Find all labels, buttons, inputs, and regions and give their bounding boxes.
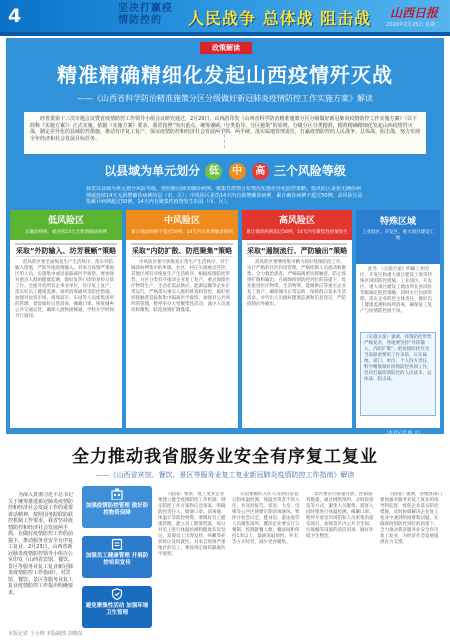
low-risk-header	[10, 210, 122, 240]
headline-top: 精准精确精细化发起山西疫情歼灭战	[57, 63, 393, 87]
high-risk-column	[242, 210, 352, 428]
special-zone-body: 此外，《实施方案》明确工业园区、开发区和重大项目建设工地等特殊区域的防控措施，工业园区、开发区、重大项目建设工地由所在县风险等级确定防控策略，同时实行封闭管理，落实企业防控主体责任，做好员工健康监测和场所消毒，确保复工复产与疫情防控两不误。	[360, 267, 432, 314]
article-column-1: 《指南》要求，复工复业企业要建立健全疫情防控工作机制，制定防控工作方案和应急预案，明确防控责任人，储备口罩、消毒液、体温计等防控物资。要做好员工健康管理，建立员工健康档案，每日对员工进行体温检测和健康状况登记，发现员工出现发热、咳嗽等症状时应及时就医。对来自疫情严重地区的员工，要按规定做好隔离医学观察。	[158, 492, 226, 557]
upper-article-panel	[6, 38, 444, 434]
slogan-right: 人民战争 总体战 阻击战	[188, 9, 372, 28]
article-column-2: 宾馆要做好入住人员的信息登记和体温检测，体温异常者不得入住，并及时报告。客房、大堂、电梯等公共区域要定期消毒通风。暂停开放会议室、健身房、游泳池等人员聚集场所。餐饮企业要实行分餐制，控制就餐人数，餐桌间距保持1米以上，鼓励采取预约、外卖等方式经营，减少堂食聚集。	[232, 492, 300, 545]
masthead	[0, 0, 450, 36]
mid-risk-criteria: 累计确诊病例不超过50例，14天内有新增确诊病例	[131, 230, 233, 235]
mid-risk-body: 中风险区要尽快恢复正常生产生活秩序。对于确诊病例集中的乡镇、社区、村庄实施重点管控，其他区域有序恢复生产生活秩序。根据疫情防控形势，分区分类有序推动企业复工复产，重点保障医疗物资生产、生活必需品供应、能源运输等企业正常运行。严格落实重点人群的排查和管控，做好密切接触者追踪和集中隔离医学观察。加强对公共场所的管理，暂停举办大型聚集性活动，减少人员流动和聚集，防范疫情扩散蔓延。	[131, 260, 230, 313]
low-risk-body: 低风险区要全面恢复生产生活秩序，落实外防输入措施，严防外地疫情输入。对来自疫情严重地区的人员，实施集中或居家隔离医学观察。要加强对重点人群的健康监测，做好发热门诊的预检分诊工作。全面开放所有企事业单位，有序复工复产，落实好员工健康监测、场所消毒通风等防控措施。加强对农贸市场、商场超市、车站等人员密集场所的管理，督促做好日常消毒，佩戴口罩。恢复城乡公共交通运营，确保人流物流畅通。学校开学时间另行通知。	[15, 260, 114, 319]
slogan-left: 坚决打赢疫情防控的	[118, 3, 173, 26]
subheadline-bottom: ——《山西省宾馆、餐饮、景区等服务业复工复业新冠肺炎疫情防控工作指南》解读	[95, 471, 355, 479]
lower-intro-paragraph: 为深入贯彻习近平总书记关于统筹推进新冠肺炎疫情防控和经济社会发展工作的重要讲话精神，按照国务院联防联控机制工作要求，我省坚持疫情防控和经济社会发展两手抓，在做好疫情防控工作的前提下，推动服务业安全有序复工复业。2月23日，山西省新冠肺炎疫情防控领导小组办公室印发《山西省宾馆、餐饮、景区等服务业复工复业新冠肺炎疫情防控工作指南》，对宾馆、餐饮、景区等服务业复工复业疫情防控工作提出明确要求。	[8, 492, 76, 626]
low-risk-strategy: 采取“外防输入、坊芳蓑蜥”策略	[15, 243, 117, 257]
pillar-text: 加强疫情防控管理 做好防控物资保障	[85, 503, 149, 516]
high-risk-strategy: 采取“遏制流行、严防输出”策略	[247, 243, 347, 257]
pillar-text: 避免聚集性活动 加强环境卫生管理	[85, 603, 149, 616]
measures-pillars	[82, 486, 152, 630]
high-risk-body: 高风险区要继续集中精力抓好疫情防控工作。实行严格的社区封闭管理，严格控制人员流动和聚集，全力救治患者，严格隔离密切接触者，防止疫情扩散和输出。在确保疫情防控到位的前提下，优先推进医疗物资、生活物资、能源供应等重点企业复工复产。确保城市正常运转，保障群众基本生活需求。对外出人员做好健康监测和信息登记，严防疫情向外输出。	[247, 260, 346, 307]
risk-levels-title-prefix: 以县域为单元划分	[104, 164, 201, 178]
high-risk-criteria: 累计确诊病例超过50例，14天内有聚集性疫情发生	[246, 230, 348, 235]
low-risk-criteria: 无确诊病例，或连续14天无新增确诊病例	[24, 230, 108, 235]
mid-risk-header	[126, 210, 238, 240]
low-level-circle: 低	[205, 163, 222, 180]
clipboard-icon	[85, 538, 149, 553]
risk-levels-description: 我省以县域为单元划分风险等级，按照新冠肺炎确诊病例、聚集性疫情分布情况实施差异化防控策略。低风险区是指无确诊病例或连续14天无新增确诊病例的县（市、区）；中风险区是指14天内有新增确诊病例，累计确诊病例不超过50例；高风险区是指累计病例超过50例，14天内有聚集性疫情发生的县（市、区）。	[86, 186, 363, 205]
subheadline-top: ——《山西省科学防治精准施策分区分级做好新冠肺炎疫情防控工作实施方案》解读	[77, 94, 373, 103]
risk-levels-title-suffix: 三个风险等级	[273, 164, 346, 178]
shield-icon	[85, 588, 149, 603]
newspaper-logo: 山西日报	[389, 6, 438, 20]
high-risk-title: 高风险区	[278, 216, 315, 226]
article-column-4: 《指南》强调，各地各部门要加强对服务业复工复业的指导和监督，督促企业落实防控措施，及时协调解决企业复工复业中遇到的困难和问题，在确保疫情防控到位的前提下，全力推动我省服务业安全有序复工复业，为经济社会发展提供有力支撑。	[380, 492, 442, 545]
pillar-staff-health	[82, 536, 152, 578]
special-zone-header	[356, 210, 440, 264]
headline-bottom: 全力推动我省服务业安全有序复工复业	[72, 447, 378, 467]
footer-credit: 本版记者 王小帅 本版制图 刘晓东	[8, 631, 83, 637]
masthead-stripe	[0, 32, 450, 36]
intro-paragraph: 经省委第十三次专题会议暨省疫情防控工作领导小组会议研究通过，2月20日，山西省印发《山西省科学防治精准施策分区分级做好新冠肺炎疫情防控工作实施方案》（以下简称《实施方案》）正式实施。依据《实施方案》要求，我省按照“突出重点、统筹兼顾，分类指导、分区施策”的原则，分级分区分类精准，精准精确精细化发起山西疫情歼灭战，制定差异化的县域防控措施，推动有序复工复产，保证疫情防控和经济社会发展两手抓、两手硬。落实属地管理责任，打赢疫情防控的人民战争、总体战、阻击战，努力实现全年经济和社会发展目标任务。	[24, 112, 426, 154]
issue-date: 2020年2月25日 星期二	[386, 22, 440, 28]
pillar-text: 加强员工健康管理 开展防控培训宣传	[85, 553, 149, 566]
mid-risk-strategy: 采取“内防扩散、防范聚集”策略	[131, 243, 233, 257]
pillar-epidemic-management	[82, 486, 152, 528]
special-zone-criteria: 工业园区、开发区、重大项目建设工地	[362, 230, 434, 241]
editor-credit: （本刊记者 杨 文）	[384, 431, 423, 436]
page-number: 4	[8, 5, 22, 27]
low-risk-column	[10, 210, 122, 428]
article-column-3: 景区要实行限量开放，控制游客数量，通过网络预约、分时段游览等方式，避免人员聚集。游客入园时要进行体温检测，佩戴口罩。暂停开放室内场馆和人员密集的游乐项目。加强景区内公共卫生间、垃圾桶等设施的清洁消毒，做好环境卫生整治。	[306, 492, 374, 539]
special-zone-title: 特殊区域	[379, 217, 416, 227]
special-zone-note: 《实施方案》强调，疫情防控形势严峻复杂，各地要坚持“外防输入、内防扩散”，把疫情防控作为当前最重要的工作来抓，压实属地、部门、单位、个人四方责任，科学精准做好疫情防控各项工作，坚决打赢疫情防控的人民战争、总体战、阻击战。	[360, 332, 436, 416]
special-zone-column	[356, 210, 440, 428]
high-level-circle: 高	[252, 163, 269, 180]
building-icon	[85, 488, 149, 503]
mid-risk-title: 中风险区	[163, 216, 200, 226]
mid-level-circle: 中	[229, 163, 246, 180]
mid-risk-column	[126, 210, 238, 428]
column-tag: 政策解读	[200, 42, 252, 54]
low-risk-title: 低风险区	[47, 216, 84, 226]
pillar-avoid-gathering	[82, 586, 152, 628]
high-risk-header	[242, 210, 352, 240]
risk-levels-title	[6, 162, 444, 182]
